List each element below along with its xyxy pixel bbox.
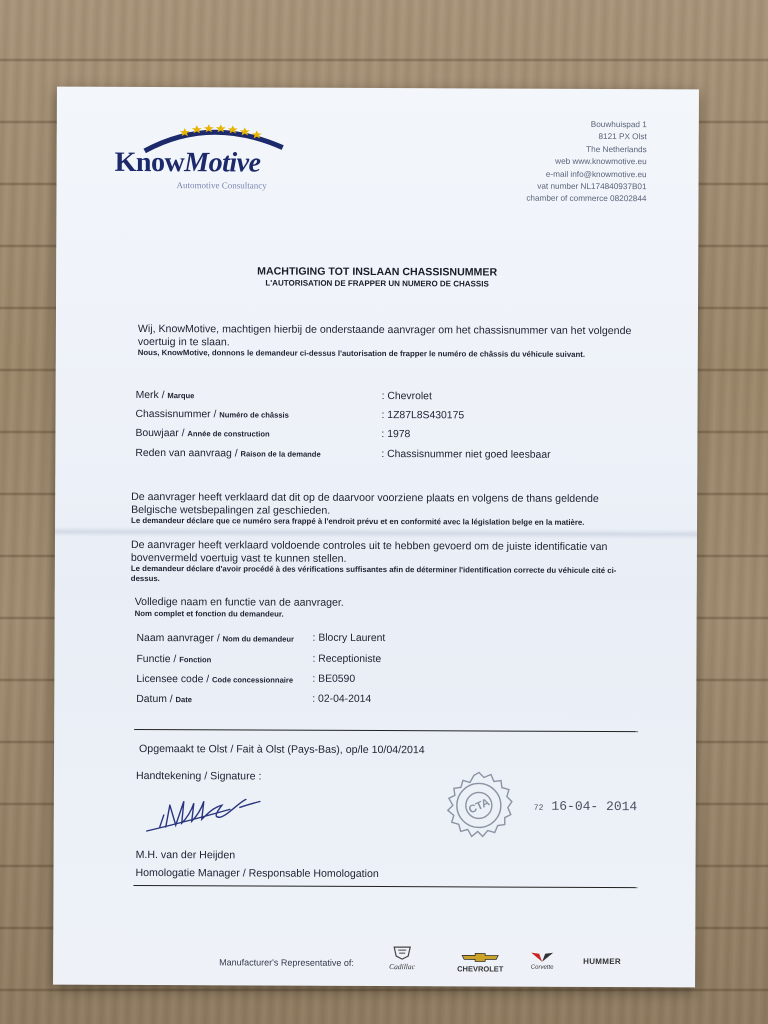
- seal-text: CTA: [466, 796, 492, 817]
- divider-bottom: [133, 885, 637, 888]
- value-brand: : Chevrolet: [381, 391, 432, 403]
- title-dutch: MACHTIGING TOT INSLAAN CHASSISNUMMER: [257, 265, 498, 279]
- logo-subtitle: Automotive Consultancy: [176, 180, 267, 191]
- declaration-placement-dutch: De aanvrager heeft verklaard dat dit op de daarvoor voorziene plaats en volgens de thans geldende Belgische wetsbepalingen zal geschieden.: [131, 490, 599, 517]
- intro-paragraph: [138, 323, 638, 360]
- value-chassis-number: : 1Z87L8S430175: [381, 410, 465, 422]
- paper-fold: [55, 527, 697, 540]
- brand-cadillac: Cadillac: [389, 946, 415, 971]
- address-email: e-mail info@knowmotive.eu: [545, 169, 647, 179]
- address-web: web www.knowmotive.eu: [555, 156, 647, 167]
- company-address: [526, 119, 647, 206]
- brand-hummer: HUMMER: [583, 956, 621, 967]
- declaration-identification: [131, 539, 631, 586]
- title-french: L'AUTORISATION DE FRAPPER UN NUMERO DE CHASSIS: [265, 278, 489, 289]
- corvette-flags-icon: [527, 951, 557, 963]
- address-line: 8121 PX Olst: [598, 132, 647, 142]
- cta-seal-icon: [444, 770, 514, 840]
- value-request-reason: : Chassisnummer niet goed leesbaar: [381, 449, 551, 461]
- value-function: : Receptioniste: [312, 653, 382, 666]
- brand-corvette: Corvette: [527, 951, 557, 971]
- chevrolet-bowtie-icon: [460, 952, 500, 962]
- declaration-placement: [131, 491, 641, 528]
- label-function: Functie / Fonction: [136, 653, 212, 666]
- document-title: [56, 265, 698, 290]
- value-date: : 02-04-2014: [312, 693, 372, 705]
- cadillac-crest-icon: [390, 946, 414, 960]
- value-build-year: : 1978: [381, 429, 411, 441]
- address-line: The Netherlands: [586, 144, 647, 154]
- brand-chevrolet: CHEVROLET: [457, 952, 503, 973]
- label-date: Datum / Date: [136, 693, 193, 706]
- label-build-year: Bouwjaar / Année de construction: [135, 427, 270, 440]
- value-licensee-code: : BE0590: [312, 673, 356, 685]
- address-line: Bouwhuispad 1: [590, 119, 647, 130]
- knowmotive-logo: [114, 117, 314, 198]
- logo-wordmark: KnowMotive: [114, 146, 261, 179]
- intro-dutch: Wij, KnowMotive, machtigen hierbij de onderstaande aanvrager om het chassisnummer van het volgende voertuig in te slaan.: [137, 322, 632, 348]
- date-stamp-prefix: 72: [533, 803, 544, 813]
- handwritten-signature: [142, 787, 272, 838]
- label-request-reason: Reden van aanvraag / Raison de la demande: [135, 447, 321, 460]
- signature-label: Handtekening / Signature :: [135, 769, 262, 783]
- label-chassis-number: Chassisnummer / Numéro de châssis: [135, 408, 289, 421]
- label-applicant-name: Naam aanvrager / Nom du demandeur: [136, 632, 294, 645]
- applicant-heading-dutch: Volledige naam en functie van de aanvrager.: [134, 595, 344, 609]
- address-chamber: chamber of commerce 08202844: [526, 194, 647, 204]
- signer-name: M.H. van der Heijden: [135, 848, 236, 862]
- applicant-heading-french: Nom complet et fonction du demandeur.: [134, 608, 284, 619]
- applicant-heading: [135, 596, 535, 620]
- declaration-placement-french: Le demandeur déclare que ce numéro sera frappé à l'endroit prévu et en conformité avec la législation belge en la matière.: [131, 515, 585, 527]
- label-brand: Merk / Marque: [135, 389, 195, 402]
- date-stamp: [534, 799, 638, 814]
- label-licensee-code: Licensee code / Code concessionnaire: [136, 673, 294, 686]
- signer-role: Homologatie Manager / Responsable Homologation: [135, 866, 379, 881]
- date-stamp-date: 16-04- 2014: [551, 798, 638, 815]
- made-at-line: Opgemaakt te Olst / Fait à Olst (Pays-Bas), op/le 10/04/2014: [139, 742, 425, 757]
- document-sheet: [53, 87, 699, 988]
- address-vat: vat number NL174840937B01: [537, 181, 647, 192]
- declaration-identification-french: Le demandeur déclare d'avoir procédé à des vérifications suffisantes afin de déterminer l'identification correcte du véhicule cité ci-dessus.: [130, 563, 617, 584]
- divider-top: [134, 729, 638, 732]
- footer-label: Manufacturer's Representative of:: [219, 957, 354, 968]
- intro-french: Nous, KnowMotive, donnons le demandeur ci-dessus l'autorisation de frapper le numéro de châssis du véhicule suivant.: [137, 347, 586, 359]
- value-applicant-name: : Blocry Laurent: [312, 632, 386, 645]
- declaration-identification-dutch: De aanvrager heeft verklaard voldoende controles uit te hebben gevoerd om de juiste identificatie van bovenvermeld voertuig vast te kunnen stellen.: [130, 538, 608, 565]
